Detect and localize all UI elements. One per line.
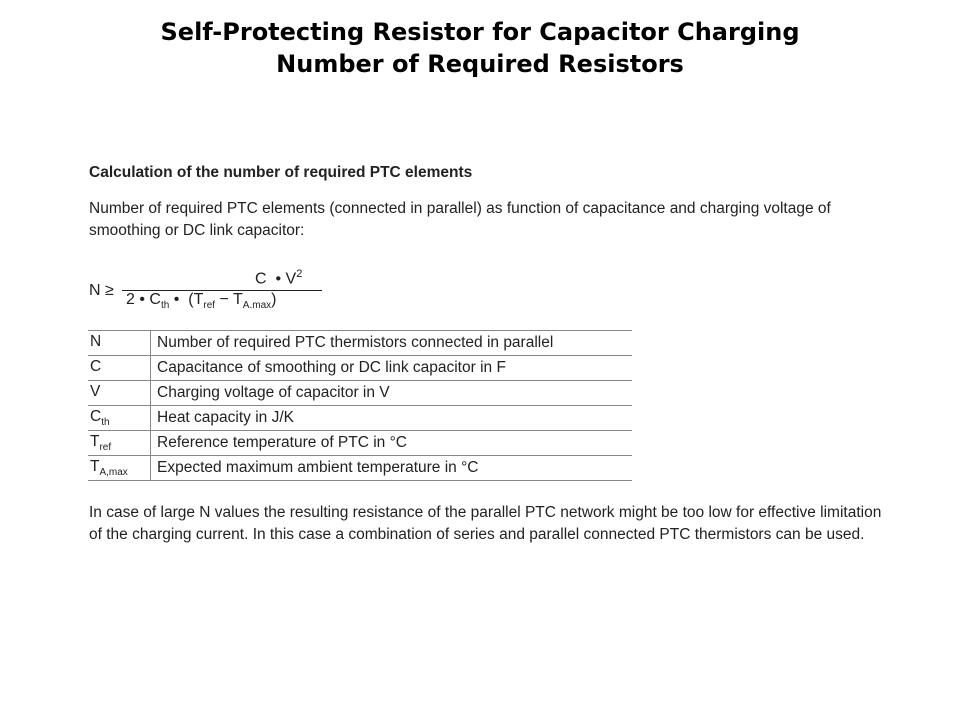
variables-table	[88, 330, 632, 481]
variable-description: Heat capacity in J/K	[151, 406, 633, 431]
note-paragraph: In case of large N values the resulting resistance of the parallel PTC network might be too low for effective limitation of the charging current. In this case a combination of series and parallel connected PTC thermistors can be used.	[89, 504, 882, 543]
variable-symbol: C	[88, 356, 151, 381]
variable-symbol: V	[88, 381, 151, 406]
table-row	[88, 456, 632, 481]
formula	[89, 268, 349, 318]
variable-description: Charging voltage of capacitor in V	[151, 381, 633, 406]
variable-symbol: $C_{th}$	[88, 406, 151, 431]
variable-description: Number of required PTC thermistors connected in parallel	[151, 331, 633, 356]
variable-symbol: N	[88, 331, 151, 356]
table-row	[88, 356, 632, 381]
formula-denominator: 2 • $C_{th}$ • $(T_{ref} - T_{A.max})$	[126, 291, 277, 312]
slide-subtitle: Number of Required Resistors	[276, 50, 684, 78]
variable-description: Capacitance of smoothing or DC link capacitor in F	[151, 356, 633, 381]
variable-symbol: $T_{ref}$	[88, 431, 151, 456]
slide-title: Self-Protecting Resistor for Capacitor Charging	[160, 18, 800, 46]
formula-lhs: N ≥	[89, 282, 114, 299]
variable-symbol: $T_{A,max}$	[88, 456, 151, 481]
intro-paragraph: Number of required PTC elements (connected in parallel) as function of capacitance and charging voltage of smoothing or DC link capacitor:	[89, 200, 831, 239]
table-row	[88, 406, 632, 431]
table-row	[88, 431, 632, 456]
section-heading: Calculation of the number of required PTC elements	[89, 164, 473, 181]
variable-description: Reference temperature of PTC in °C	[151, 431, 633, 456]
formula-numerator: C • $V^2$	[255, 268, 303, 288]
table-row	[88, 331, 632, 356]
variable-description: Expected maximum ambient temperature in °C	[151, 456, 633, 481]
table-row	[88, 381, 632, 406]
